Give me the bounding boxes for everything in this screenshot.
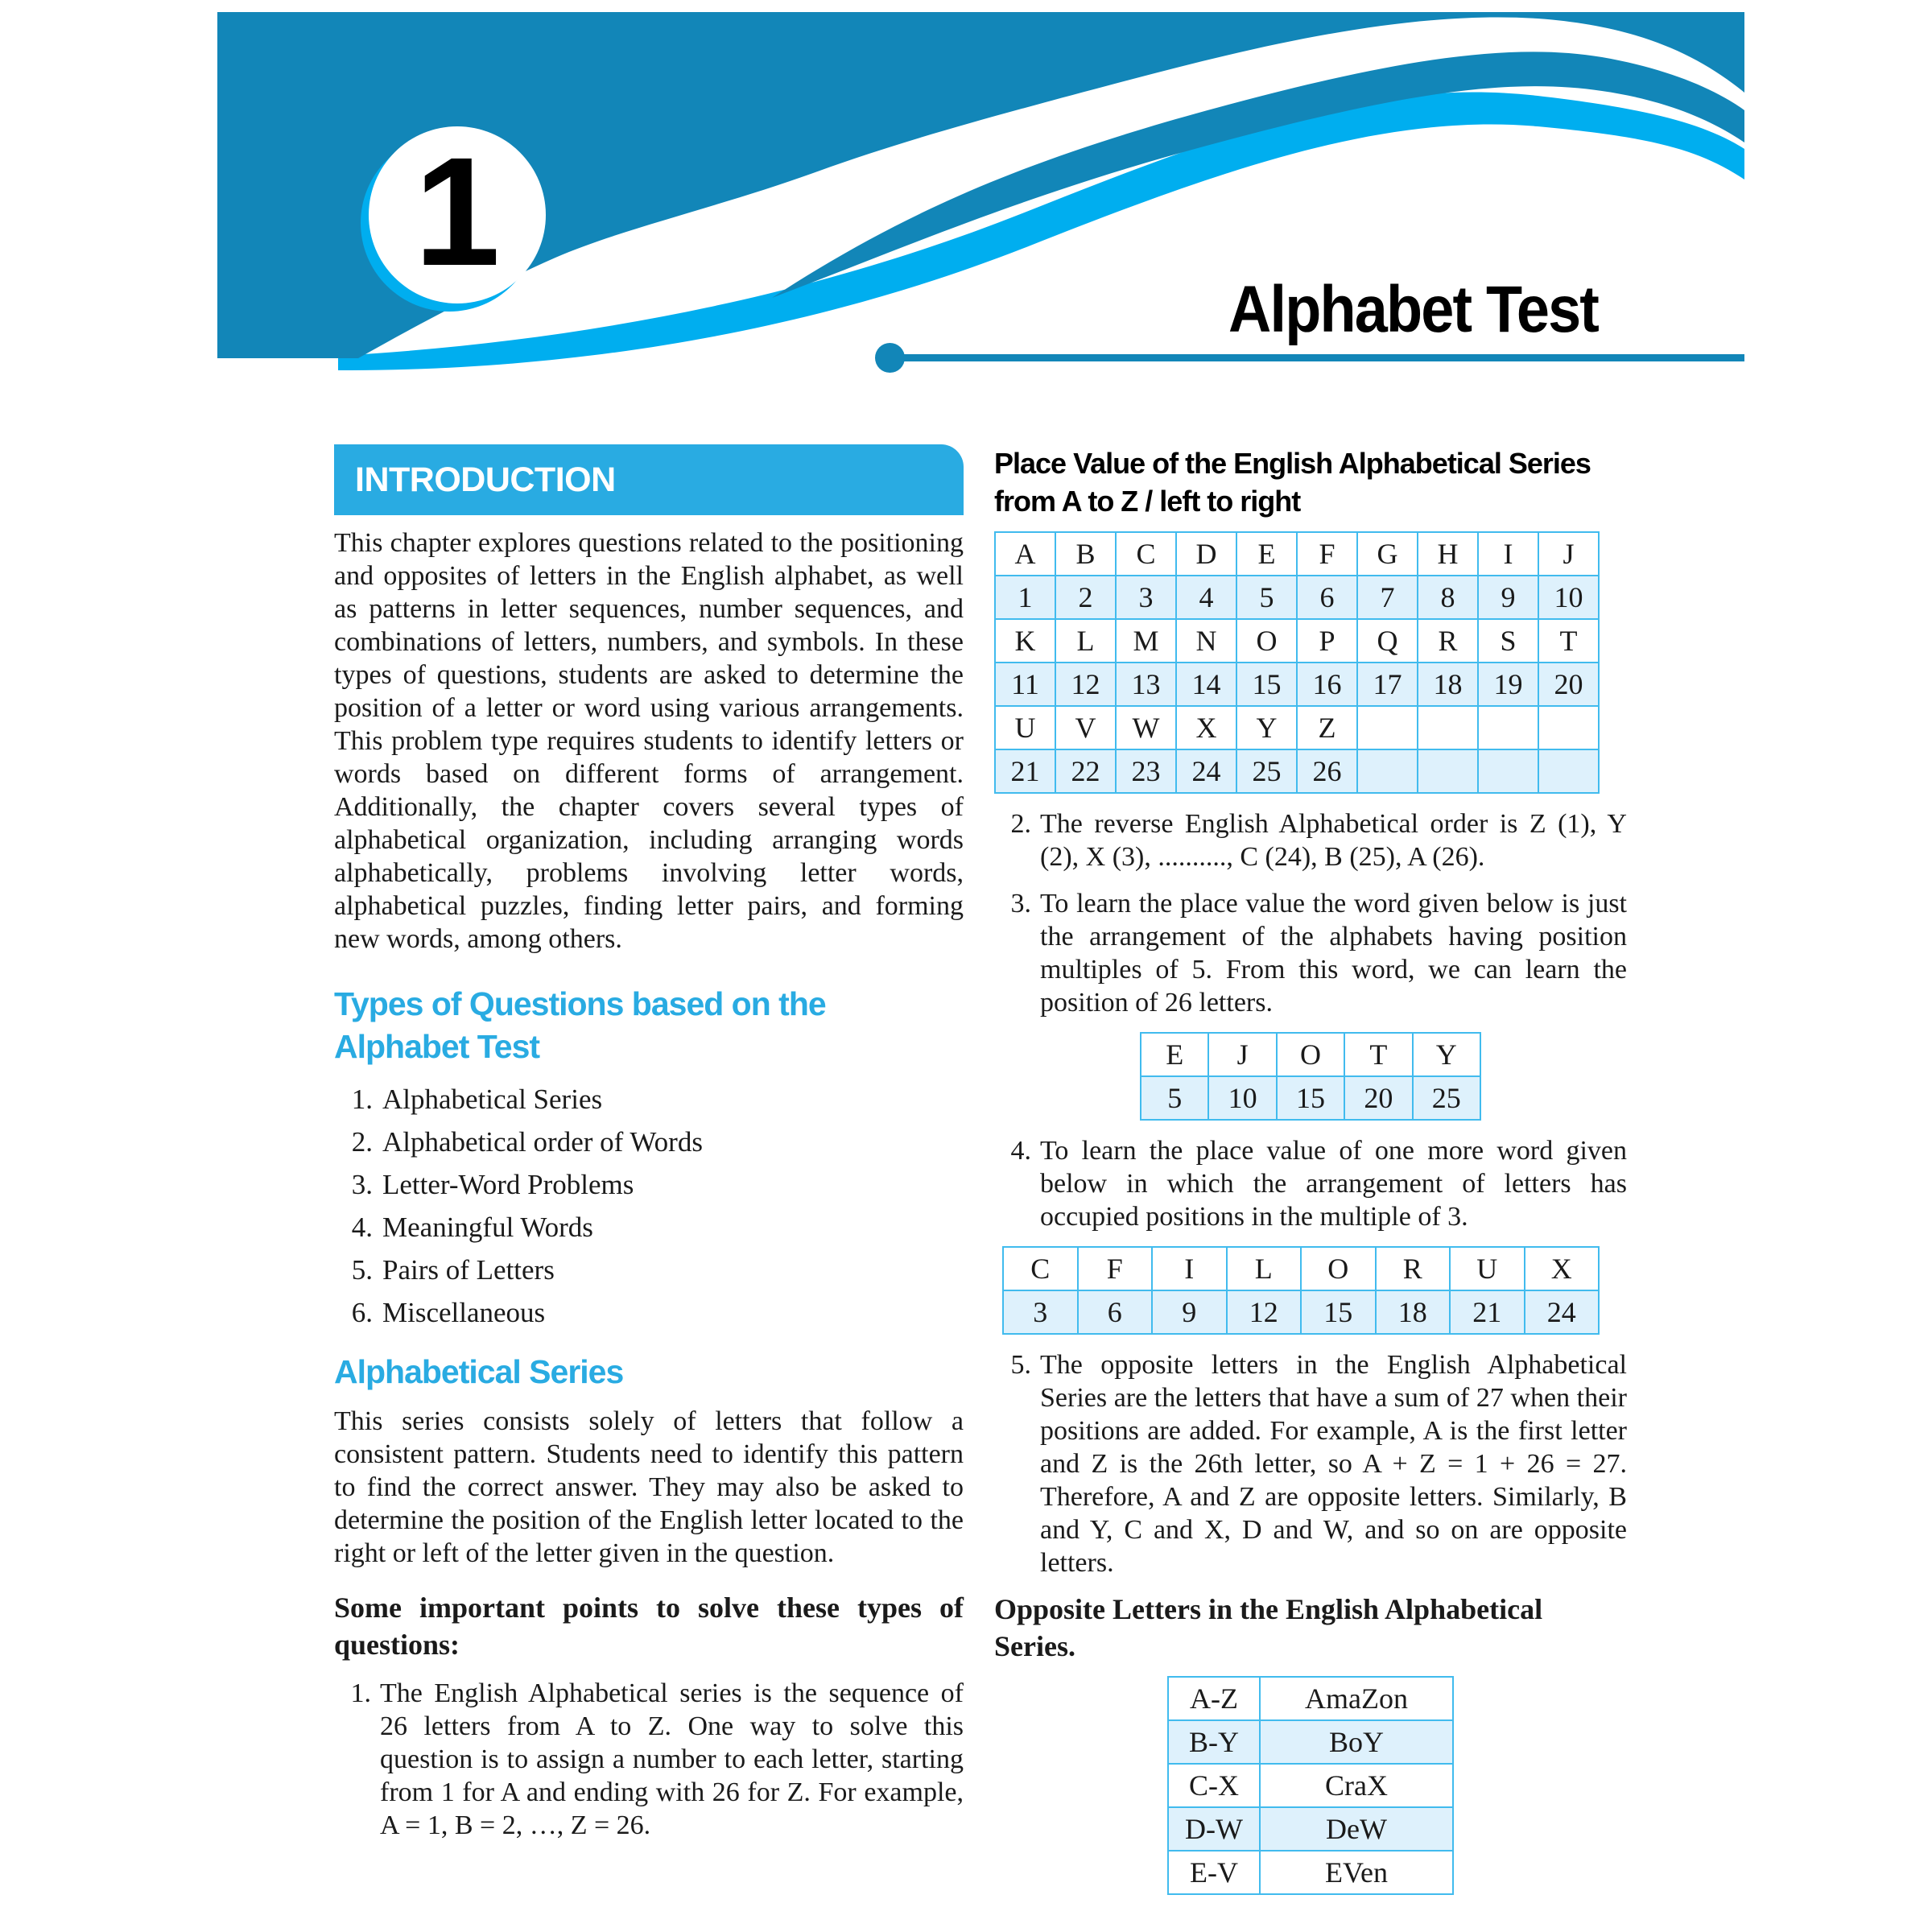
table-cell: 17	[1357, 663, 1418, 706]
point-text: To learn the place value the word given below is just the arrangement of the alphabets having position multiples of 5. From this word, we can learn the position of 26 letters.	[1040, 889, 1627, 1018]
table-cell: V	[1055, 706, 1116, 749]
table-cell: 2	[1055, 576, 1116, 619]
table-row	[1168, 1720, 1453, 1764]
table-cell: 25	[1236, 749, 1297, 793]
table-cell: 15	[1301, 1290, 1376, 1334]
table-row	[995, 749, 1599, 793]
table-cell: S	[1478, 619, 1538, 663]
list-item-label: Letter-Word Problems	[382, 1169, 634, 1200]
alphabet-place-value-table	[994, 531, 1600, 794]
table-row	[995, 663, 1599, 706]
table-cell: R	[1376, 1247, 1451, 1290]
table-cell: D-W	[1168, 1807, 1260, 1851]
table-cell: 10	[1538, 576, 1599, 619]
list-item-number: 2.	[351, 1126, 373, 1158]
table-cell: U	[995, 706, 1055, 749]
list-item-label: Miscellaneous	[382, 1297, 546, 1328]
table-cell	[1478, 749, 1538, 793]
table-cell: 7	[1357, 576, 1418, 619]
table-cell: E-V	[1168, 1851, 1260, 1894]
table-cell: 12	[1227, 1290, 1302, 1334]
table-cell: 6	[1297, 576, 1357, 619]
table-row	[1168, 1807, 1453, 1851]
table-cell: 26	[1297, 749, 1357, 793]
table-cell: W	[1116, 706, 1176, 749]
list-item-label: Meaningful Words	[382, 1212, 593, 1243]
list-item-number: 5.	[351, 1254, 373, 1286]
list-item-number: 1.	[351, 1084, 373, 1115]
table-cell: 14	[1176, 663, 1236, 706]
table-cell: F	[1078, 1247, 1153, 1290]
table-row	[995, 706, 1599, 749]
numbered-point	[994, 807, 1627, 873]
table-cell: BoY	[1260, 1720, 1453, 1764]
table-cell	[1478, 706, 1538, 749]
list-item-label: Pairs of Letters	[382, 1254, 555, 1286]
table-cell: I	[1478, 532, 1538, 576]
table-row	[995, 576, 1599, 619]
table-cell: 8	[1418, 576, 1478, 619]
opposite-letters-table	[1167, 1676, 1454, 1895]
table-cell: 9	[1152, 1290, 1227, 1334]
table-cell: I	[1152, 1247, 1227, 1290]
table-row	[995, 619, 1599, 663]
point-number: 4.	[1010, 1136, 1031, 1166]
table-cell	[1357, 749, 1418, 793]
chapter-number: 1	[414, 124, 501, 298]
table-cell	[1538, 749, 1599, 793]
table-cell: 16	[1297, 663, 1357, 706]
list-item-label: Alphabetical Series	[382, 1084, 603, 1115]
table-cell: K	[995, 619, 1055, 663]
table-cell: C	[1116, 532, 1176, 576]
title-rule	[890, 354, 1744, 361]
table-cell: H	[1418, 532, 1478, 576]
chapter-title: Alphabet Test	[1228, 273, 1598, 346]
table-cell: J	[1538, 532, 1599, 576]
table-cell: E	[1236, 532, 1297, 576]
table-cell: U	[1450, 1247, 1525, 1290]
table-cell: Y	[1236, 706, 1297, 749]
table-cell: E	[1141, 1033, 1208, 1076]
table-cell: 3	[1116, 576, 1176, 619]
point-text: The reverse English Alphabetical order is Z (1), Y (2), X (3), .........., C (24), B (25), A (26).	[1040, 809, 1627, 872]
table-cell: A	[995, 532, 1055, 576]
table-row	[1003, 1247, 1599, 1290]
point-number: 5.	[1010, 1350, 1031, 1380]
title-rule-dot	[875, 343, 905, 373]
table-cell	[1357, 706, 1418, 749]
list-item	[334, 1125, 964, 1159]
table-cell: T	[1344, 1033, 1412, 1076]
table-cell: R	[1418, 619, 1478, 663]
place-value-heading: Place Value of the English Alphabetical Series from A to Z / left to right	[994, 447, 1591, 518]
cfilorux-table	[1002, 1246, 1600, 1335]
point-number: 3.	[1010, 889, 1031, 919]
table-cell: 5	[1236, 576, 1297, 619]
table-row	[1003, 1290, 1599, 1334]
table-cell: X	[1525, 1247, 1600, 1290]
list-item-number: 3.	[351, 1169, 373, 1200]
table-cell	[1538, 706, 1599, 749]
table-cell: C-X	[1168, 1764, 1260, 1807]
ejoty-table	[1140, 1032, 1481, 1121]
important-points-heading: Some important points to solve these types of questions:	[334, 1591, 964, 1661]
table-cell: 18	[1418, 663, 1478, 706]
table-cell: 11	[995, 663, 1055, 706]
table-cell: 3	[1003, 1290, 1078, 1334]
table-cell: L	[1055, 619, 1116, 663]
table-cell	[1418, 706, 1478, 749]
table-cell: 24	[1525, 1290, 1600, 1334]
list-item-number: 6.	[351, 1297, 373, 1328]
table-cell: P	[1297, 619, 1357, 663]
table-cell: 10	[1208, 1076, 1276, 1120]
table-row	[995, 532, 1599, 576]
table-cell: Z	[1297, 706, 1357, 749]
list-item	[334, 1168, 964, 1202]
table-cell: O	[1301, 1247, 1376, 1290]
table-cell: AmaZon	[1260, 1677, 1453, 1720]
table-cell: 21	[995, 749, 1055, 793]
alphabetical-series-heading: Alphabetical Series	[334, 1353, 624, 1390]
point-text: To learn the place value of one more word given below in which the arrangement of letters has occupied positions in the multiple of 3.	[1040, 1136, 1627, 1232]
numbered-point	[334, 1677, 964, 1842]
table-cell: 13	[1116, 663, 1176, 706]
table-cell: J	[1208, 1033, 1276, 1076]
table-cell	[1418, 749, 1478, 793]
table-cell: M	[1116, 619, 1176, 663]
numbered-point	[994, 1134, 1627, 1233]
table-cell: Y	[1413, 1033, 1480, 1076]
types-list	[334, 1083, 964, 1330]
point-text: The opposite letters in the English Alphabetical Series are the letters that have a sum of 27 when their positions are added. For example, A is the first letter and Z is the 26th letter, so A + Z = 1 + 26 = 27. Therefore, A and Z are opposite letters. Similarly, B and Y, C and X, D and W, and so on are opposite letters.	[1040, 1350, 1627, 1578]
table-cell: F	[1297, 532, 1357, 576]
table-cell: T	[1538, 619, 1599, 663]
alphabetical-series-paragraph: This series consists solely of letters that follow a consistent pattern. Students need to identify this pattern to find the correct answer. They may also be asked to determine the position of the English letter located to the right or left of the letter given in the question.	[334, 1406, 964, 1568]
table-cell: CraX	[1260, 1764, 1453, 1807]
list-item	[334, 1083, 964, 1117]
introduction-paragraph: This chapter explores questions related to the positioning and opposites of letters in the English alphabet, as well as patterns in letter sequences, number sequences, and combinations of letters, numbers, and symbols. In these types of questions, students are asked to determine the position of a letter or word using various arrangements. This problem type requires students to identify letters or words based on different forms of arrangement. Additionally, the chapter covers several types of alphabetical organization, including arranging words alphabetically, problems involving letter words, alphabetical puzzles, finding letter pairs, and forming new words, among others.	[334, 528, 964, 954]
table-cell: 4	[1176, 576, 1236, 619]
table-cell: 6	[1078, 1290, 1153, 1334]
table-cell: D	[1176, 532, 1236, 576]
table-cell: 24	[1176, 749, 1236, 793]
table-row	[1168, 1764, 1453, 1807]
list-item-number: 4.	[351, 1212, 373, 1243]
list-item	[334, 1296, 964, 1330]
list-item	[334, 1253, 964, 1287]
table-row	[1168, 1677, 1453, 1720]
table-cell: 5	[1141, 1076, 1208, 1120]
table-cell: EVen	[1260, 1851, 1453, 1894]
table-cell: 22	[1055, 749, 1116, 793]
table-cell: L	[1227, 1247, 1302, 1290]
table-cell: 23	[1116, 749, 1176, 793]
table-cell: B	[1055, 532, 1116, 576]
table-cell: 9	[1478, 576, 1538, 619]
list-item-label: Alphabetical order of Words	[382, 1126, 703, 1158]
table-cell: 15	[1277, 1076, 1344, 1120]
table-row	[1141, 1076, 1480, 1120]
table-cell: X	[1176, 706, 1236, 749]
table-cell: 1	[995, 576, 1055, 619]
table-cell: 20	[1538, 663, 1599, 706]
table-cell: DeW	[1260, 1807, 1453, 1851]
table-cell: G	[1357, 532, 1418, 576]
numbered-point	[994, 887, 1627, 1019]
left-column	[334, 444, 964, 1842]
table-cell: 21	[1450, 1290, 1525, 1334]
numbered-point	[994, 1348, 1627, 1579]
table-cell: 19	[1478, 663, 1538, 706]
table-cell: 12	[1055, 663, 1116, 706]
table-row	[1141, 1033, 1480, 1076]
point-number: 2.	[1010, 809, 1031, 839]
table-cell: 15	[1236, 663, 1297, 706]
introduction-banner	[334, 444, 964, 515]
right-column	[994, 444, 1627, 1895]
table-cell: O	[1277, 1033, 1344, 1076]
table-cell: 20	[1344, 1076, 1412, 1120]
table-cell: O	[1236, 619, 1297, 663]
table-cell: N	[1176, 619, 1236, 663]
table-cell: 25	[1413, 1076, 1480, 1120]
types-heading: Types of Questions based on the Alphabet Test	[334, 985, 826, 1065]
table-cell: B-Y	[1168, 1720, 1260, 1764]
table-row	[1168, 1851, 1453, 1894]
table-cell: Q	[1357, 619, 1418, 663]
point-text: The English Alphabetical series is the sequence of 26 letters from A to Z. One way to solve this question is to assign a number to each letter, starting from 1 for A and ending with 26 for Z. For example, A = 1, B = 2, …, Z = 26.	[380, 1678, 964, 1840]
introduction-heading: INTRODUCTION	[355, 460, 616, 499]
list-item	[334, 1211, 964, 1245]
table-cell: 18	[1376, 1290, 1451, 1334]
table-cell: A-Z	[1168, 1677, 1260, 1720]
opposite-letters-heading: Opposite Letters in the English Alphabetical Series.	[994, 1593, 1543, 1662]
point-number: 1.	[350, 1678, 371, 1708]
table-cell: C	[1003, 1247, 1078, 1290]
